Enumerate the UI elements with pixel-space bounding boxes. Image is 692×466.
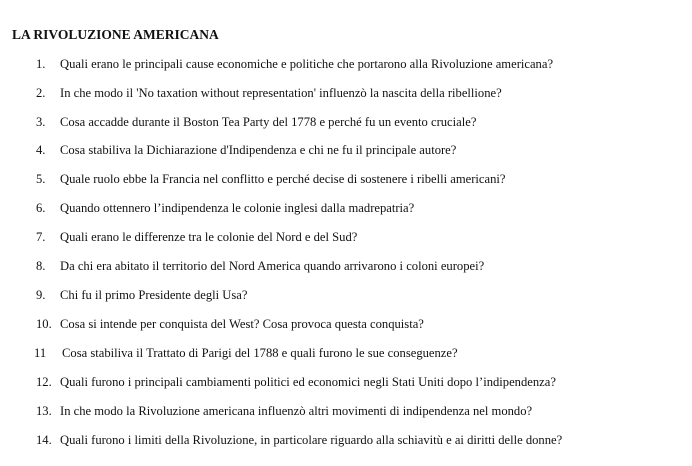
- question-number: 12.: [36, 375, 52, 389]
- question-text: Quale ruolo ebbe la Francia nel conflitto e perché decise di sostenere i ribelli americani?: [60, 172, 506, 186]
- question-text: Cosa si intende per conquista del West? Cosa provoca questa conquista?: [60, 317, 424, 331]
- question-number: 9.: [36, 288, 46, 302]
- question-text: Quali erano le differenze tra le colonie del Nord e del Sud?: [60, 230, 358, 244]
- question-number: 11: [34, 346, 47, 360]
- question-text: Quali furono i limiti della Rivoluzione, in particolare riguardo alla schiavitù e ai diritti delle donne?: [60, 433, 563, 447]
- question-text: In che modo la Rivoluzione americana influenzò altri movimenti di indipendenza nel mondo?: [60, 404, 533, 418]
- question-number: 3.: [36, 115, 46, 129]
- question-text: Cosa stabiliva la Dichiarazione d'Indipendenza e chi ne fu il principale autore?: [60, 143, 457, 157]
- question-number: 13.: [36, 404, 52, 418]
- question-text: Da chi era abitato il territorio del Nord America quando arrivarono i coloni europei?: [60, 259, 485, 273]
- question-text: Cosa stabiliva il Trattato di Parigi del 1788 e quali furono le sue conseguenze?: [62, 346, 458, 360]
- question-number: 1.: [36, 57, 46, 71]
- question-text: Chi fu il primo Presidente degli Usa?: [60, 288, 248, 302]
- question-number: 6.: [36, 201, 46, 215]
- question-text: Quali furono i principali cambiamenti politici ed economici negli Stati Uniti dopo l’indipendenza?: [60, 375, 556, 389]
- question-number: 10.: [36, 317, 52, 331]
- question-text: Quando ottennero l’indipendenza le colonie inglesi dalla madrepatria?: [60, 201, 415, 215]
- question-text: In che modo il 'No taxation without representation' influenzò la nascita della ribellione?: [60, 86, 502, 100]
- question-number: 8.: [36, 259, 46, 273]
- document-title: LA RIVOLUZIONE AMERICANA: [12, 27, 219, 42]
- question-text: Cosa accadde durante il Boston Tea Party del 1778 e perché fu un evento cruciale?: [60, 115, 477, 129]
- question-number: 14.: [36, 433, 52, 447]
- question-number: 2.: [36, 86, 46, 100]
- question-number: 7.: [36, 230, 46, 244]
- question-number: 5.: [36, 172, 46, 186]
- question-number: 4.: [36, 143, 46, 157]
- question-text: Quali erano le principali cause economiche e politiche che portarono alla Rivoluzione americana?: [60, 57, 554, 71]
